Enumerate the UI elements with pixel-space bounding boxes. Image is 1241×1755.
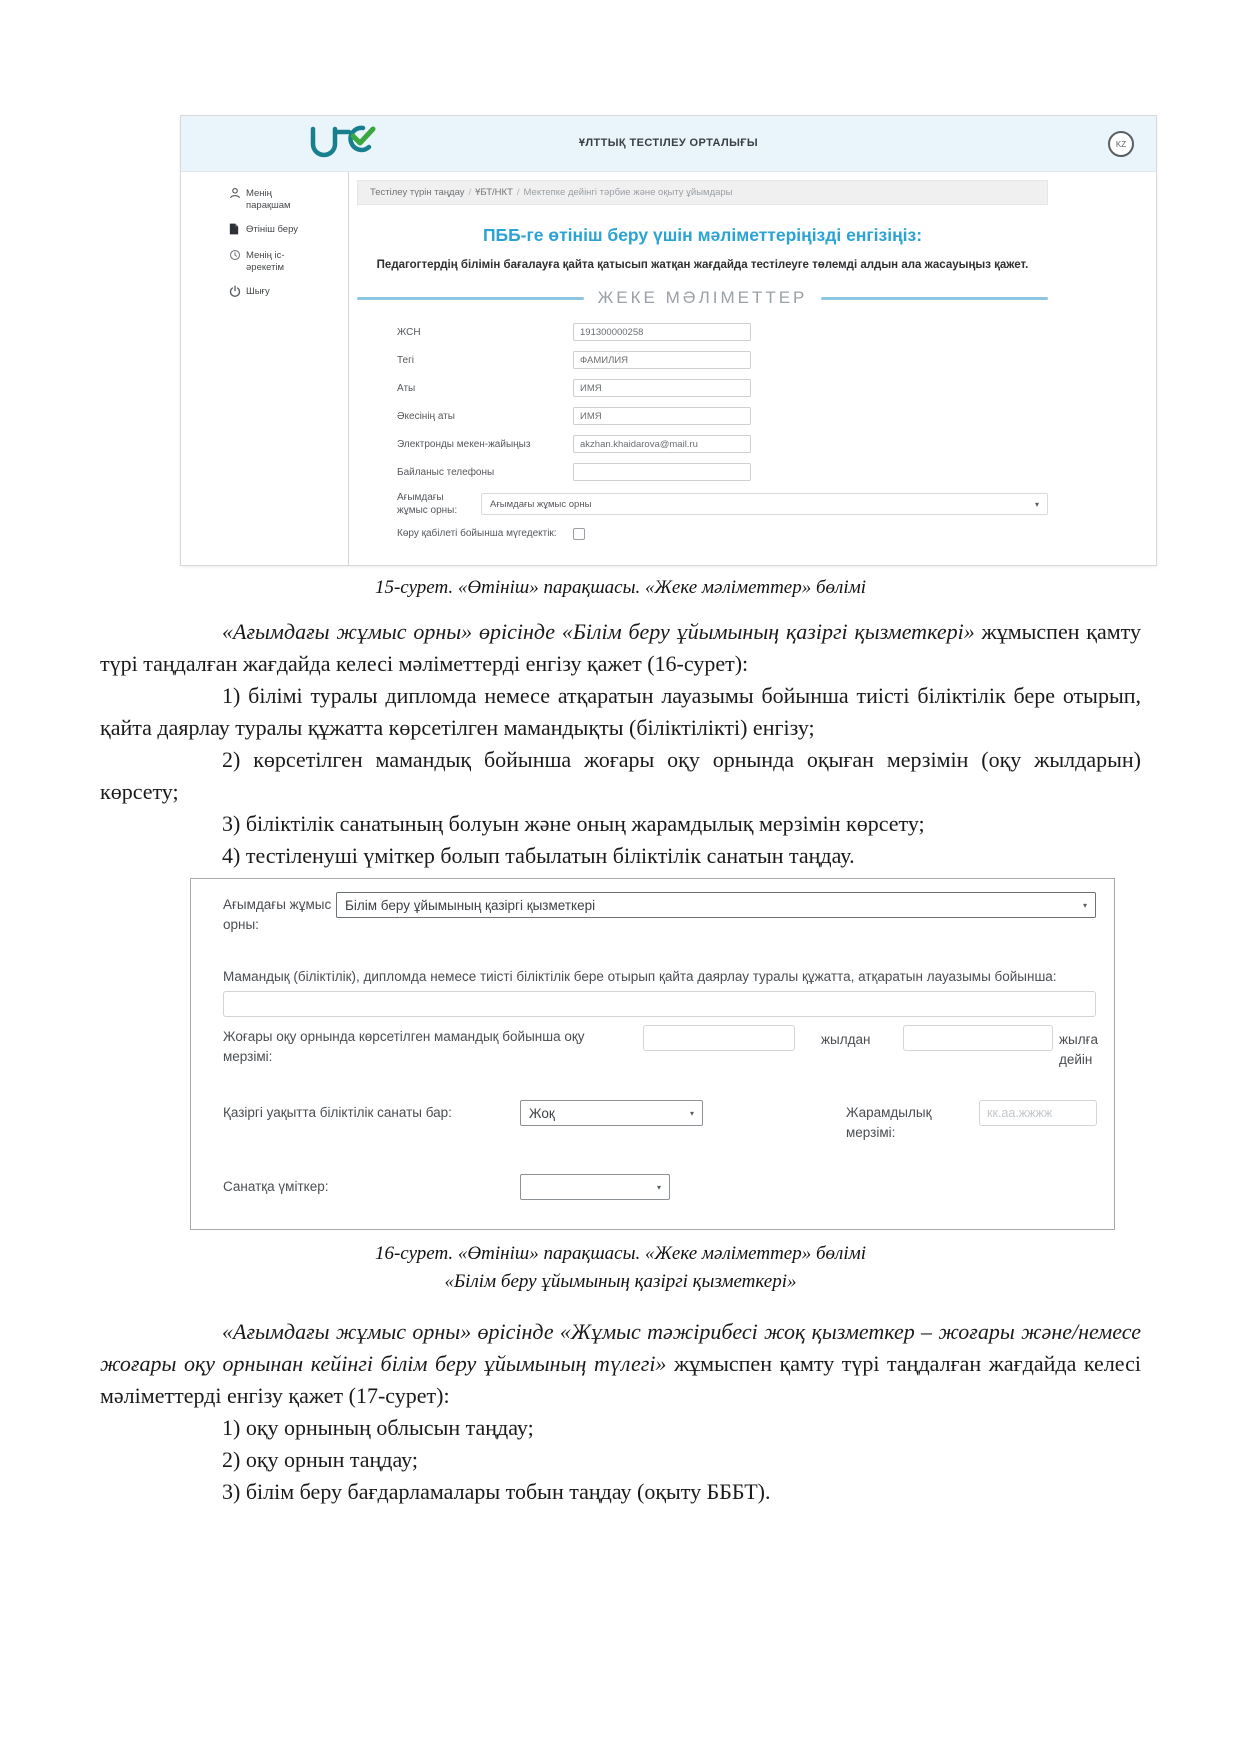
paragraph-normal-part: жұмыспен қамту түрі таңдалған жағдайда келесі мәліметтерді енгізу қажет (16-сурет): bbox=[100, 619, 1141, 676]
suffix-label: жылға дейін bbox=[1059, 1032, 1099, 1067]
form-row-workplace bbox=[397, 491, 1048, 517]
list-item: 3) біліктілік санатының болуын және оның жарамдылық мерзімін көрсету; bbox=[222, 811, 925, 836]
patronymic-input[interactable] bbox=[573, 407, 751, 425]
form-row-name bbox=[397, 379, 1048, 397]
form-row-email bbox=[397, 435, 1048, 453]
field-label: Байланыс телефоны bbox=[397, 466, 495, 478]
visual-impairment-checkbox[interactable] bbox=[573, 528, 585, 540]
list-item: 2) оқу орнын таңдау; bbox=[222, 1447, 418, 1472]
text-block-1 bbox=[100, 616, 1141, 872]
paragraph-italic-part: «Ағымдағы жұмыс орны» өрісінде «Білім беру ұйымының қазіргі қызметкері» bbox=[222, 619, 975, 644]
sidebar-item-my-page[interactable] bbox=[229, 188, 340, 213]
list-item: 1) оқу орнының облысын таңдау; bbox=[222, 1415, 534, 1440]
sidebar-item-label: Өтініш беру bbox=[246, 223, 299, 235]
study-year-from-input[interactable] bbox=[643, 1025, 795, 1051]
list-item: 4) тестіленуші үміткер болып табылатын біліктілік санатын таңдау. bbox=[222, 843, 855, 868]
payment-notice: Педагогтердің білімін бағалауға қайта қатысып жатқан жағдайда тестілеуге төлемді алдын ала жасауыңыз қажет. bbox=[376, 259, 1029, 271]
has-category-select[interactable] bbox=[520, 1100, 703, 1126]
list-item: 3) білім беру бағдарламалары тобын таңдау (оқыту БББТ). bbox=[222, 1479, 771, 1504]
paragraph-normal-part: жұмыспен қамту түрі таңдалған жағдайда келесі мәліметтерді енгізу қажет (17-сурет): bbox=[100, 1351, 1141, 1408]
sidebar-item-logout[interactable] bbox=[229, 286, 340, 301]
text-block-2 bbox=[100, 1316, 1141, 1508]
history-icon bbox=[229, 249, 241, 275]
language-badge[interactable]: KZ bbox=[1108, 131, 1134, 157]
breadcrumb-separator: / bbox=[468, 187, 472, 198]
figure16-screenshot bbox=[190, 878, 1115, 1230]
sidebar-item-label: Менің парақшам bbox=[246, 188, 291, 212]
chevron-down-icon: ▾ bbox=[1082, 900, 1087, 910]
chevron-down-icon: ▾ bbox=[1034, 499, 1039, 509]
field-label: Ағымдағы жұмыс орны: bbox=[397, 492, 458, 516]
current-workplace-select[interactable] bbox=[336, 892, 1096, 918]
validity-date-input[interactable] bbox=[979, 1100, 1097, 1126]
form-row-surname bbox=[397, 351, 1048, 369]
document-icon bbox=[229, 223, 241, 239]
figure16-caption bbox=[100, 1240, 1141, 1296]
field-label: Жоғары оқу орнында көрсетілген мамандық бойынша оқу мерзімі: bbox=[223, 1029, 585, 1064]
field-label: Аты bbox=[397, 382, 416, 394]
divider-line bbox=[821, 297, 1048, 300]
form-row-disability bbox=[397, 527, 1048, 540]
suffix-label: жылдан bbox=[821, 1032, 871, 1047]
chevron-down-icon: ▾ bbox=[689, 1108, 694, 1118]
iin-input[interactable] bbox=[573, 323, 751, 341]
site-title: ҰЛТТЫҚ ТЕСТІЛЕУ ОРТАЛЫҒЫ bbox=[578, 137, 759, 149]
selected-value: Ағымдағы жұмыс орны bbox=[490, 498, 592, 510]
paragraph-workplace-employee bbox=[100, 616, 1141, 680]
field-label: Қазіргі уақытта біліктілік санаты бар: bbox=[223, 1105, 452, 1120]
form-row-iin bbox=[397, 323, 1048, 341]
phone-input[interactable] bbox=[573, 463, 751, 481]
form-row-phone bbox=[397, 463, 1048, 481]
page-title: ПББ-ге өтініш беру үшін мәліметтеріңізді енгізіңіз: bbox=[482, 225, 923, 245]
email-input[interactable] bbox=[573, 435, 751, 453]
surname-input[interactable] bbox=[573, 351, 751, 369]
sidebar-item-label: Шығу bbox=[246, 285, 270, 297]
field-label: ЖСН bbox=[397, 326, 421, 338]
candidate-category-select[interactable] bbox=[520, 1174, 670, 1200]
main-panel bbox=[349, 172, 1156, 566]
user-icon bbox=[229, 187, 241, 213]
paragraph-no-experience bbox=[100, 1316, 1141, 1412]
list-item: 2) көрсетілген мамандық бойынша жоғары оқу орнында оқыған мерзімін (оқу жылдарын) көрсету; bbox=[100, 747, 1141, 804]
breadcrumb-separator: / bbox=[516, 187, 520, 198]
chevron-down-icon: ▾ bbox=[656, 1182, 661, 1192]
sidebar-item-my-activity[interactable] bbox=[229, 250, 340, 275]
field-label: Әкесінің аты bbox=[397, 410, 455, 422]
field-label: Тегі bbox=[397, 354, 414, 366]
personal-data-form bbox=[357, 323, 1048, 540]
form-row-patronymic bbox=[397, 407, 1048, 425]
list-item: 1) білімі туралы дипломда немесе атқаратын лауазымы бойынша тиісті біліктілік бере отырып, қайта даярлау туралы құжатта көрсетілген мамандықты (біліктілікті) енгізу; bbox=[100, 683, 1141, 740]
figure15-screenshot bbox=[180, 115, 1157, 566]
study-year-to-input[interactable] bbox=[903, 1025, 1053, 1051]
workplace-select[interactable] bbox=[481, 493, 1048, 515]
field-label: Санатқа үміткер: bbox=[223, 1179, 329, 1194]
section-header bbox=[357, 288, 1048, 308]
sidebar-item-apply[interactable] bbox=[229, 224, 340, 239]
selected-value: Білім беру ұйымының қазіргі қызметкері bbox=[345, 897, 596, 913]
sidebar bbox=[181, 172, 349, 566]
paragraph-italic-part: «Ағымдағы жұмыс орны» өрісінде «Жұмыс тәжірибесі жоқ қызметкер – жоғары және/немесе жоғары оқу орнынан кейінгі білім беру ұйымының түлегі» bbox=[100, 1319, 1141, 1376]
divider-line bbox=[357, 297, 584, 300]
field-label: Ағымдағы жұмыс орны: bbox=[223, 897, 332, 932]
breadcrumb bbox=[357, 180, 1048, 205]
name-input[interactable] bbox=[573, 379, 751, 397]
selected-value: Жоқ bbox=[529, 1105, 555, 1121]
power-icon bbox=[229, 285, 241, 301]
sidebar-item-label: Менің іс-әрекетім bbox=[246, 250, 285, 274]
breadcrumb-item-current: Мектепке дейінгі тәрбие және оқыту ұйымдары bbox=[523, 187, 733, 198]
breadcrumb-item[interactable]: Тестілеу түрін таңдау bbox=[370, 187, 465, 198]
figure15-caption: 15-сурет. «Өтініш» парақшасы. «Жеке мәліметтер» бөлімі bbox=[374, 577, 866, 598]
specialty-input[interactable] bbox=[223, 991, 1096, 1017]
site-header bbox=[181, 116, 1156, 172]
field-label: Жарамдылық мерзімі: bbox=[846, 1105, 932, 1140]
figure16-caption-line1: 16-сурет. «Өтініш» парақшасы. «Жеке мәліметтер» бөлімі bbox=[374, 1243, 866, 1264]
section-title: ЖЕКЕ МӘЛІМЕТТЕР bbox=[597, 288, 808, 307]
breadcrumb-item[interactable]: ҰБТ/НКТ bbox=[475, 187, 513, 198]
field-label: Электронды мекен-жайыңыз bbox=[397, 438, 531, 450]
field-label: Көру қабілеті бойынша мүгедектік: bbox=[397, 528, 557, 539]
figure16-caption-line2: «Білім беру ұйымының қазіргі қызметкері» bbox=[444, 1271, 797, 1292]
field-label: Мамандық (біліктілік), дипломда немесе тиісті біліктілік бере отырып қайта даярлау туралы құжатта, атқаратын лауазымы бойынша: bbox=[223, 969, 1057, 984]
